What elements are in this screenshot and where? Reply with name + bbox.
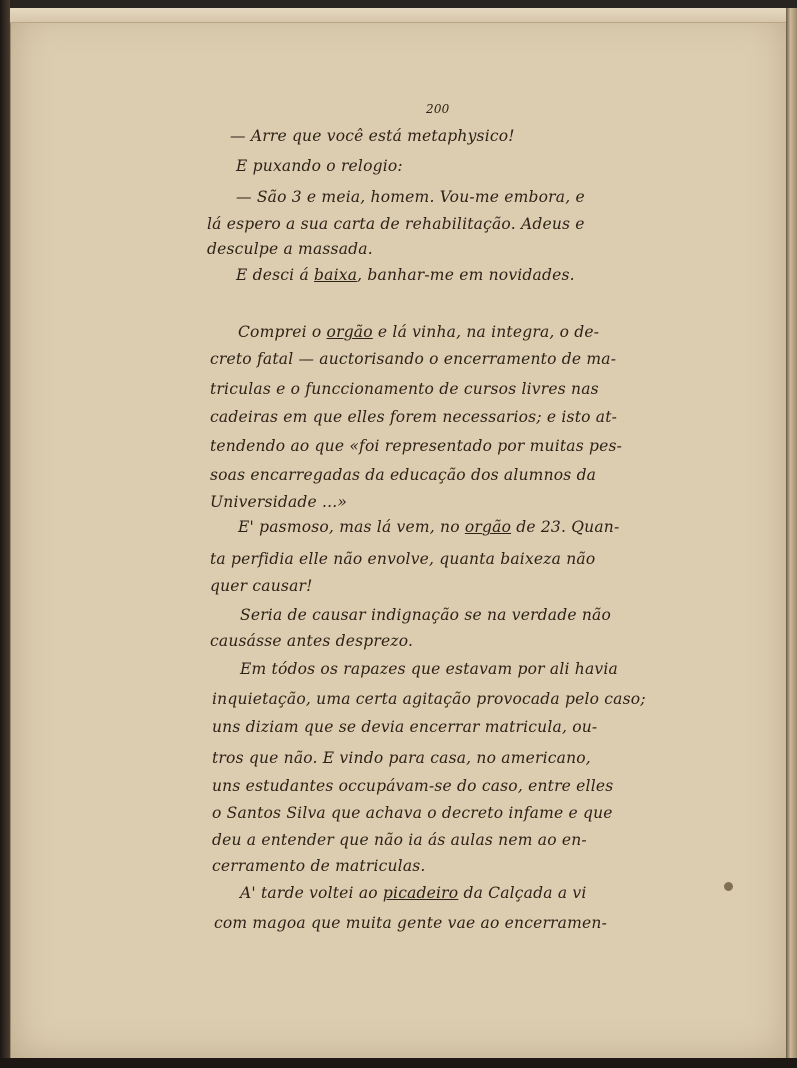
text-line-18: causásse antes desprezo. — [210, 632, 414, 650]
page-right-edge — [786, 8, 797, 1060]
text-line-1: — Arre que você está metaphysico! — [230, 127, 515, 145]
text-line-6-part-b: , banhar-me em novidades. — [357, 266, 575, 284]
text-line-21: uns diziam que se devia encerrar matricula, ou- — [212, 718, 598, 736]
underlined-word-orgao: orgão — [326, 323, 373, 341]
text-line-7 — [238, 323, 599, 341]
text-line-8: creto fatal — auctorisando o encerramento de ma- — [210, 350, 617, 368]
text-line-25: deu a entender que não ia ás aulas nem ao en- — [212, 831, 587, 849]
text-line-14 — [238, 518, 619, 536]
text-line-27-part-b: da Calçada a vi — [458, 884, 587, 902]
text-line-6 — [236, 266, 575, 284]
text-line-11: tendendo ao que «foi representado por muitas pes- — [210, 437, 623, 455]
page-number: 200 — [426, 102, 450, 116]
text-line-26: cerramento de matriculas. — [212, 857, 426, 875]
book-binding-bottom — [0, 1058, 797, 1068]
text-line-7-part-b: e lá vinha, na integra, o de- — [372, 323, 600, 341]
text-line-2: E puxando o relogio: — [236, 157, 403, 175]
text-line-15: ta perfidia elle não envolve, quanta baixeza não — [210, 550, 596, 568]
text-line-22: tros que não. E vindo para casa, no americano, — [212, 749, 591, 767]
text-line-6-part-a: E desci á — [236, 266, 315, 284]
text-line-24: o Santos Silva que achava o decreto infame e que — [212, 804, 613, 822]
text-line-7-part-a: Comprei o — [238, 323, 327, 341]
text-line-13: Universidade ...» — [210, 493, 348, 511]
text-line-9: triculas e o funccionamento de cursos livres nas — [210, 380, 599, 398]
text-line-14-part-b: de 23. Quan- — [511, 518, 620, 536]
underlined-word-orgao-2: orgão — [464, 518, 512, 536]
text-line-19: Em tódos os rapazes que estavam por ali havia — [240, 660, 618, 678]
text-line-17: Seria de causar indignação se na verdade não — [240, 606, 612, 624]
text-line-5: desculpe a massada. — [207, 240, 373, 258]
book-binding-left — [0, 0, 10, 1068]
ink-stain — [724, 882, 733, 891]
text-line-20: inquietação, uma certa agitação provocada pelo caso; — [212, 690, 646, 708]
text-line-23: uns estudantes occupávam-se do caso, entre elles — [212, 777, 614, 795]
text-line-28: com magoa que muita gente vae ao encerramen- — [214, 914, 608, 932]
underlined-word-picadeiro: picadeiro — [382, 884, 459, 902]
text-line-27-part-a: A' tarde voltei ao — [240, 884, 383, 902]
underlined-word-baixa: baixa — [314, 266, 358, 284]
text-line-12: soas encarregadas da educação dos alumnos da — [210, 466, 597, 484]
page-top-edge — [10, 8, 788, 23]
text-line-10: cadeiras em que elles forem necessarios; e isto at- — [210, 408, 618, 426]
text-line-4: lá espero a sua carta de rehabilitação. Adeus e — [207, 215, 585, 233]
text-line-3: — São 3 e meia, homem. Vou-me embora, e — [236, 188, 585, 206]
text-line-27 — [240, 884, 587, 902]
text-line-16: quer causar! — [210, 577, 313, 595]
text-line-14-part-a: E' pasmoso, mas lá vem, no — [238, 518, 465, 536]
